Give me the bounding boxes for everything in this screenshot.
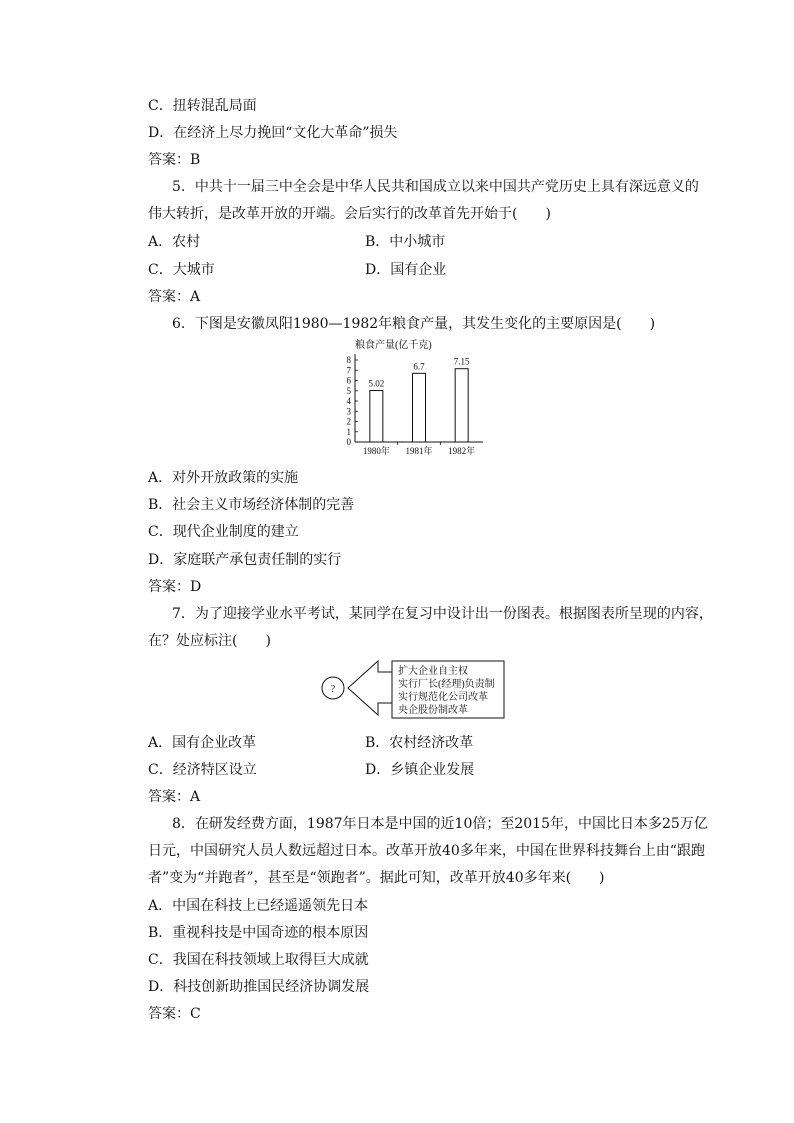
- q6-answer: 答案：D: [148, 579, 202, 595]
- q6-option-a: A．对外开放政策的实施: [148, 470, 299, 486]
- reform-item: 扩大企业自主权: [398, 666, 468, 677]
- q7-option-b: B．农村经济改革: [365, 735, 474, 751]
- y-tick-label: 6: [346, 375, 351, 386]
- q5-option-c: C．大城市: [148, 262, 215, 278]
- y-tick-label: 1: [346, 426, 351, 437]
- q5-answer: 答案：A: [148, 289, 201, 305]
- q7-option-a: A．国有企业改革: [148, 735, 257, 751]
- reform-item: 实行规范化公司改革: [398, 692, 488, 703]
- q7-stem-line1: 7．为了迎接学业水平考试，某同学在复习中设计出一份图表。根据图表所呈现的内容，: [172, 606, 713, 622]
- bar: [455, 369, 468, 442]
- q8-option-a: A．中国在科技上已经遥遥领先日本: [148, 898, 369, 914]
- bar: [413, 373, 426, 442]
- q5-stem-line1: 5．中共十一届三中全会是中华人民共和国成立以来中国共产党历史上具有深远意义的: [172, 179, 699, 195]
- q8-stem-line3: 者”变为“并跑者”，甚至是“领跑者”。据此可知，改革开放40多年来( ): [148, 870, 605, 886]
- q5-stem-line2: 伟大转折，是改革开放的开端。会后实行的改革首先开始于( ): [148, 206, 551, 222]
- q8-option-c: C．我国在科技领域上取得巨大成就: [148, 952, 369, 968]
- bar: [370, 391, 383, 442]
- reform-item: 实行厂长(经理)负责制: [398, 679, 495, 690]
- x-tick-label: 1980年: [362, 446, 390, 456]
- q6-option-c: C．现代企业制度的建立: [148, 524, 299, 540]
- q6-option-b: B．社会主义市场经济体制的完善: [148, 497, 355, 513]
- q5-option-a: A．农村: [148, 234, 201, 250]
- q4-option-d: D．在经济上尽力挽回“文化大革命”损失: [148, 125, 398, 141]
- y-tick-label: 0: [346, 437, 351, 447]
- q7-option-c: C．经济特区设立: [148, 762, 257, 778]
- q8-stem-line1: 8．在研发经费方面，1987年日本是中国的近10倍；至2015年，中国比日本多25万亿: [172, 816, 708, 832]
- bar-value-label: 5.02: [368, 378, 385, 389]
- y-tick-label: 2: [346, 416, 351, 427]
- reform-diagram: [318, 655, 512, 725]
- x-tick-label: 1982年: [448, 446, 476, 456]
- y-tick-label: 7: [346, 365, 351, 376]
- question-mark: ?: [330, 684, 336, 695]
- q8-option-b: B．重视科技是中国奇迹的根本原因: [148, 925, 369, 941]
- reform-item: 央企股份制改革: [398, 705, 468, 716]
- y-tick-label: 3: [346, 406, 351, 417]
- q8-answer: 答案：C: [148, 1006, 201, 1022]
- x-tick-label: 1981年: [405, 446, 433, 456]
- left-arrow-shape: [348, 661, 392, 715]
- y-tick-label: 5: [346, 385, 351, 396]
- q5-option-d: D．国有企业: [365, 262, 447, 278]
- q5-option-b: B．中小城市: [365, 234, 446, 250]
- grain-output-bar-chart: [335, 336, 495, 460]
- y-tick-label: 4: [346, 396, 351, 406]
- bar-value-label: 6.7: [413, 361, 425, 372]
- chart-title: 粮食产量(亿千克): [355, 340, 432, 351]
- q4-answer: 答案：B: [148, 152, 201, 168]
- bar-value-label: 7.15: [453, 356, 470, 367]
- q7-answer: 答案：A: [148, 789, 201, 805]
- q8-stem-line2: 日元，中国研究人员人数远超过日本。改革开放40多年来，中国在世界科技舞台上由“跟跑: [148, 843, 705, 859]
- q7-stem-line2: 在？处应标注( ): [148, 633, 271, 649]
- y-tick-label: 8: [346, 355, 351, 365]
- q6-stem: 6．下图是安徽凤阳1980—1982年粮食产量，其发生变化的主要原因是( ): [172, 316, 656, 332]
- q8-option-d: D．科技创新助推国民经济协调发展: [148, 979, 370, 995]
- q4-option-c: C．扭转混乱局面: [148, 98, 257, 114]
- q7-option-d: D．乡镇企业发展: [365, 762, 475, 778]
- q6-option-d: D．家庭联产承包责任制的实行: [148, 552, 342, 568]
